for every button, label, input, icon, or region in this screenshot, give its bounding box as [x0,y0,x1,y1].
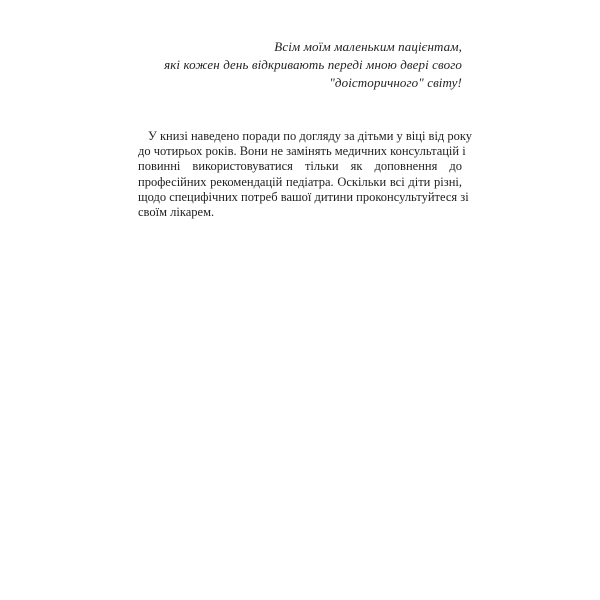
dedication-line-3: "доісторичного" світу! [329,75,462,90]
disclaimer-line-5: щодо специфічних потреб вашої дитини проконсультуйтеся зі [138,189,469,204]
disclaimer-line-6: своїм лікарем. [138,205,215,220]
disclaimer-line-2: до чотирьох років. Вони не замінять медичних консультацій і [138,144,466,159]
disclaimer-line-3: повинні використовуватися тільки як доповнення до [138,159,462,174]
dedication [164,38,462,92]
medical-disclaimer-paragraph [138,129,473,220]
disclaimer-line-4: професійних рекомендацій педіатра. Оскільки всі діти різні, [138,174,462,189]
dedication-line-1: Всім моїм маленьким пацієнтам, [274,39,462,54]
disclaimer-line-1: У книзі наведено поради по догляду за дітьми у віці від року [148,129,473,143]
dedication-line-2: які кожен день відкривають переді мною двері свого [164,57,462,72]
